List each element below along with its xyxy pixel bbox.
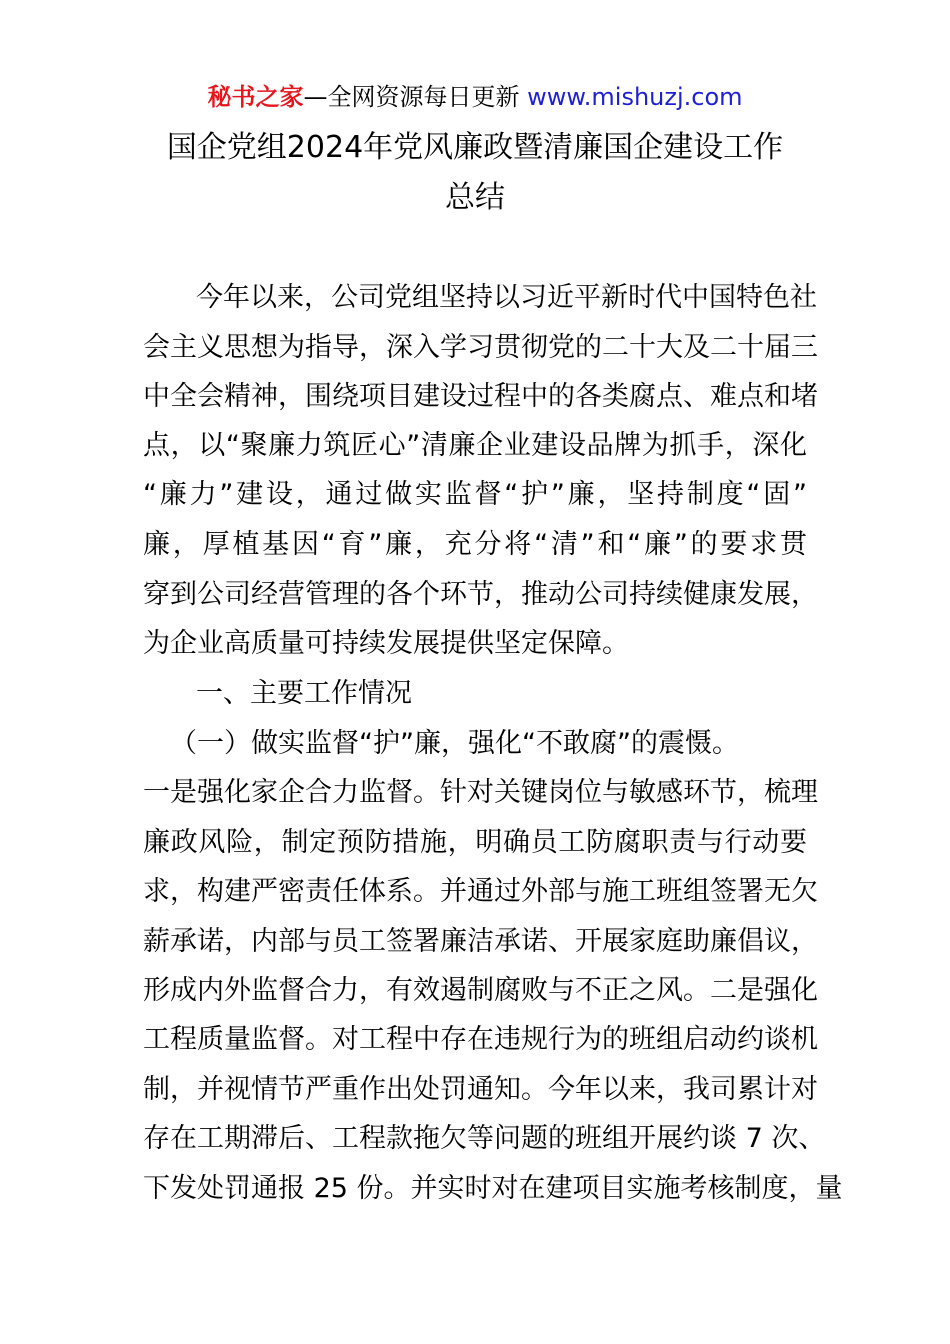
site-url-link[interactable]: www.mishuzj.com (527, 83, 743, 111)
document-title-line-2: 总结 (445, 180, 505, 215)
paragraph-line: 廉政风险，制定预防措施，明确员工防腐职责与行动要 (143, 827, 807, 858)
paragraph-line: 今年以来，公司党组坚持以习近平新时代中国特色社 (196, 282, 817, 313)
paragraph-line: 存在工期滞后、工程款拖欠等问题的班组开展约谈 7 次、 (143, 1123, 826, 1154)
paragraph-line: 一是强化家企合力监督。针对关键岗位与敏感环节，梳理 (143, 777, 818, 808)
paragraph-line: 中全会精神，围绕项目建设过程中的各类腐点、难点和堵 (143, 381, 818, 412)
brand-name: 秘书之家 (207, 83, 304, 111)
paragraph-line: 薪承诺，内部与员工签署廉洁承诺、开展家庭助廉倡议， (143, 926, 818, 957)
paragraph-line: 点，以“聚廉力筑匠心”清廉企业建设品牌为抓手，深化 (143, 430, 807, 461)
paragraph-line: “廉力”建设，通过做实监督“护”廉，坚持制度“固” (143, 479, 807, 510)
paragraph-line: 会主义思想为指导，深入学习贯彻党的二十大及二十届三 (143, 332, 818, 363)
site-header (0, 82, 950, 112)
paragraph-line: 廉，厚植基因“育”廉，充分将“清”和“廉”的要求贯 (143, 529, 807, 560)
document-title-line-1: 国企党组2024年党风廉政暨清廉国企建设工作 (166, 130, 784, 165)
paragraph-line: 求，构建严密责任体系。并通过外部与施工班组签署无欠 (143, 876, 818, 907)
subsection-heading: （一）做实监督“护”廉，强化“不敢腐”的震慑。 (170, 728, 739, 759)
paragraph-line: 穿到公司经营管理的各个环节，推动公司持续健康发展， (143, 579, 818, 610)
paragraph-line: 制，并视情节严重作出处罚通知。今年以来，我司累计对 (143, 1074, 818, 1105)
paragraph-line: 形成内外监督合力，有效遏制腐败与不正之风。二是强化 (143, 975, 818, 1006)
paragraph-line: 工程质量监督。对工程中存在违规行为的班组启动约谈机 (143, 1024, 818, 1055)
paragraph-line: 下发处罚通报 25 份。并实时对在建项目实施考核制度，量 (143, 1173, 843, 1204)
section-heading: 一、主要工作情况 (196, 678, 412, 709)
paragraph-line: 为企业高质量可持续发展提供坚定保障。 (143, 628, 629, 659)
header-tagline: —全网资源每日更新 (303, 83, 528, 111)
